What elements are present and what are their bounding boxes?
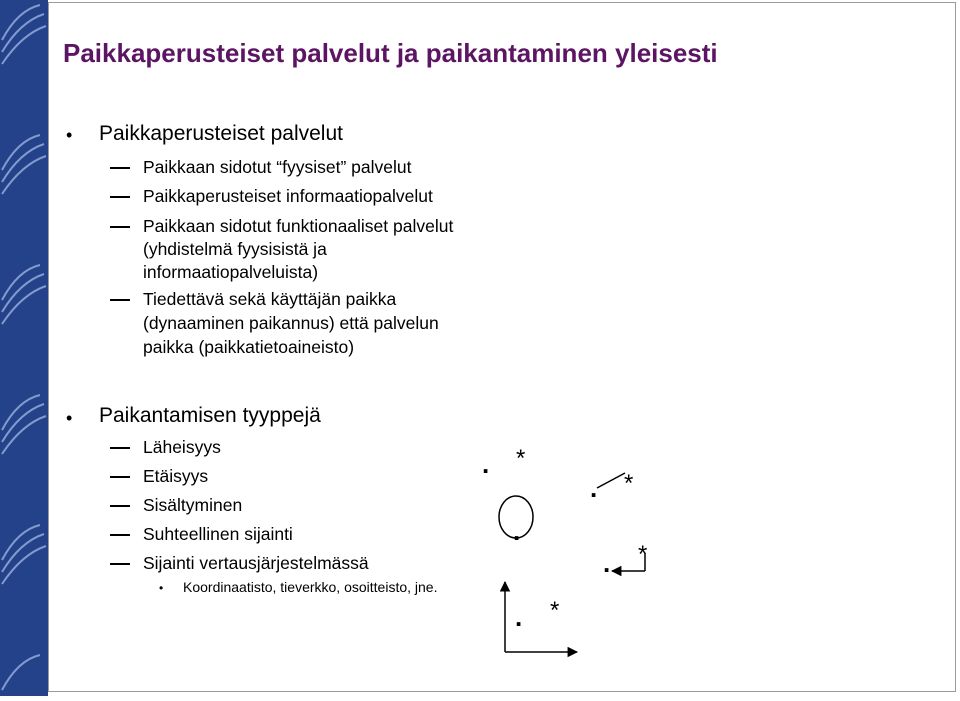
list-item: Suhteellinen sijainti — [143, 524, 293, 544]
point-dot: . — [482, 449, 490, 479]
list-item: Etäisyys — [143, 466, 209, 486]
flame-pattern-icon — [0, 0, 48, 696]
sidebar-decoration — [0, 0, 48, 696]
list-item-line: informaatiopalveluista) — [143, 262, 319, 282]
containment-diagram — [499, 496, 533, 546]
bullet-icon: • — [66, 408, 73, 428]
dash-icon — [110, 505, 130, 507]
distance-line — [597, 473, 625, 488]
dash-icon — [110, 226, 130, 228]
bullet-icon: • — [66, 125, 73, 145]
slide-title: Paikkaperusteiset palvelut ja paikantaminen yleisesti — [63, 38, 718, 68]
point-dot: . — [590, 473, 598, 503]
list-item-line: Tiedettävä sekä käyttäjän paikka — [143, 289, 397, 309]
list-item-line: (yhdistelmä fyysisistä ja — [143, 239, 327, 259]
list-item-line: (dynaaminen paikannus) että palvelun — [143, 313, 439, 333]
distance-diagram — [590, 470, 633, 503]
point-star: * — [638, 541, 648, 568]
list-item-line: Paikkaan sidotut funktionaaliset palvelut — [143, 216, 454, 236]
relative-position-diagram — [603, 541, 647, 578]
sub-bullet-icon: • — [159, 581, 164, 595]
point-star: * — [624, 470, 634, 497]
point-dot: . — [603, 548, 611, 578]
list-item-line: paikka (paikkatietoaineisto) — [143, 337, 355, 357]
list-item: Sijainti vertausjärjestelmässä — [143, 553, 369, 573]
point-dot: . — [513, 516, 521, 546]
dash-icon — [110, 563, 130, 565]
positioning-types-diagram — [470, 430, 690, 660]
section-heading: Paikantamisen tyyppejä — [99, 404, 321, 427]
dash-icon — [110, 476, 130, 478]
point-dot: . — [515, 602, 523, 632]
point-star: * — [516, 445, 526, 472]
section-heading: Paikkaperusteiset palvelut — [99, 122, 343, 145]
coordinate-system-diagram — [505, 582, 577, 652]
dash-icon — [110, 299, 130, 301]
list-item: Sisältyminen — [143, 495, 243, 515]
dash-icon — [110, 534, 130, 536]
sub-list-item: Koordinaatisto, tieverkko, osoitteisto, jne. — [183, 579, 438, 595]
proximity-diagram — [482, 445, 525, 479]
dash-icon — [110, 167, 130, 169]
dash-icon — [110, 447, 130, 449]
list-item: Paikkaperusteiset informaatiopalvelut — [143, 186, 433, 206]
list-item: Paikkaan sidotut “fyysiset” palvelut — [143, 157, 412, 177]
point-star: * — [550, 597, 560, 624]
list-item: Läheisyys — [143, 437, 221, 457]
dash-icon — [110, 196, 130, 198]
